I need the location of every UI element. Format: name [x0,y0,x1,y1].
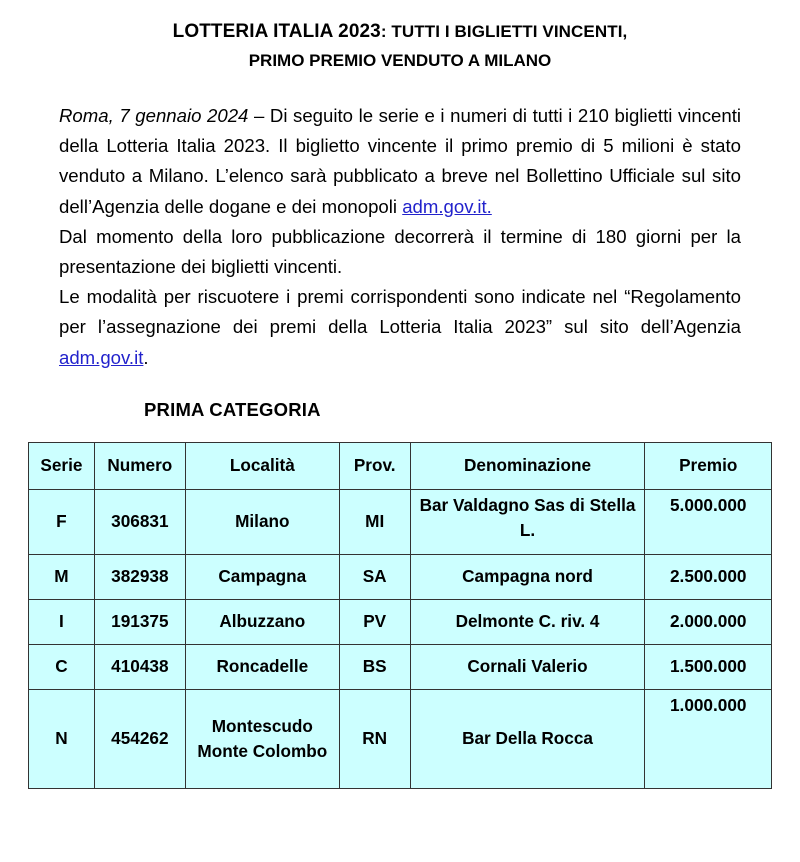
title-line-2: PRIMO PREMIO VENDUTO A MILANO [248,51,552,70]
table-row [29,689,772,788]
cell-premio: 2.500.000 [645,554,772,599]
cell-serie: I [29,599,95,644]
cell-serie: M [29,554,95,599]
adm-link-2[interactable]: adm.gov.it [59,346,144,368]
paragraph-2: Dal momento della loro pubblicazione decorrerà il termine di 180 giorni per la presentazione dei biglietti vincenti. [59,225,741,278]
cell-prov: PV [339,599,410,644]
cell-premio: 1.500.000 [645,644,772,689]
column-header-localita: Località [185,442,339,489]
table-row [29,644,772,689]
paragraph-1 [59,101,741,222]
adm-link-1[interactable]: adm.gov.it. [402,195,492,217]
cell-numero: 306831 [94,489,185,554]
cell-localita: Milano [185,489,339,554]
document-title [0,0,800,75]
section-heading-prima-categoria: PRIMA CATEGORIA [144,398,321,420]
cell-denominazione: Delmonte C. riv. 4 [410,599,645,644]
table-row [29,599,772,644]
cell-premio: 1.000.000 [645,689,772,788]
column-header-denominazione: Denominazione [410,442,645,489]
cell-localita: Roncadelle [185,644,339,689]
dateline: Roma, 7 gennaio 2024 [59,105,249,126]
paragraph-3-text: Le modalità per riscuotere i premi corrispondenti sono indicate nel “Regolamento per l’assegnazione dei premi della Lotteria Italia 2023” sul sito dell’Agenzia [59,286,741,338]
cell-numero: 191375 [94,599,185,644]
cell-numero: 454262 [94,689,185,788]
column-header-numero: Numero [94,442,185,489]
table-row [29,554,772,599]
cell-premio: 5.000.000 [645,489,772,554]
cell-denominazione: Campagna nord [410,554,645,599]
title-main-text: LOTTERIA ITALIA 2023 [172,21,381,42]
cell-localita: Montescudo Monte Colombo [185,689,339,788]
paragraph-1-text: – Di seguito le serie e i numeri di tutti i 210 biglietti vincenti della Lotteria Italia 2023. Il biglietto vincente il primo premio di 5 milioni è stato venduto a Milano. L’elenco sarà pubblicato a breve nel Bollettino Ufficiale sul sito dell’Agenzia delle dogane e dei monopoli [59,105,741,217]
column-header-serie: Serie [29,442,95,489]
cell-denominazione: Bar Valdagno Sas di Stella L. [410,489,645,554]
cell-localita: Campagna [185,554,339,599]
cell-serie: N [29,689,95,788]
column-header-prov: Prov. [339,442,410,489]
table-row [29,489,772,554]
cell-prov: BS [339,644,410,689]
cell-prov: SA [339,554,410,599]
cell-serie: F [29,489,95,554]
cell-prov: MI [339,489,410,554]
prize-table-container [0,442,800,789]
prize-table [28,442,772,789]
cell-denominazione: Cornali Valerio [410,644,645,689]
paragraph-3-period: . [143,346,149,368]
cell-localita: Albuzzano [185,599,339,644]
cell-serie: C [29,644,95,689]
cell-numero: 410438 [94,644,185,689]
body-text [59,101,741,373]
title-subtitle-text: : TUTTI I BIGLIETTI VINCENTI, [380,22,628,41]
cell-prov: RN [339,689,410,788]
cell-premio: 2.000.000 [645,599,772,644]
cell-denominazione: Bar Della Rocca [410,689,645,788]
paragraph-3 [59,282,741,373]
cell-numero: 382938 [94,554,185,599]
column-header-premio: Premio [645,442,772,489]
title-line-1 [0,18,800,47]
table-header-row [29,442,772,489]
